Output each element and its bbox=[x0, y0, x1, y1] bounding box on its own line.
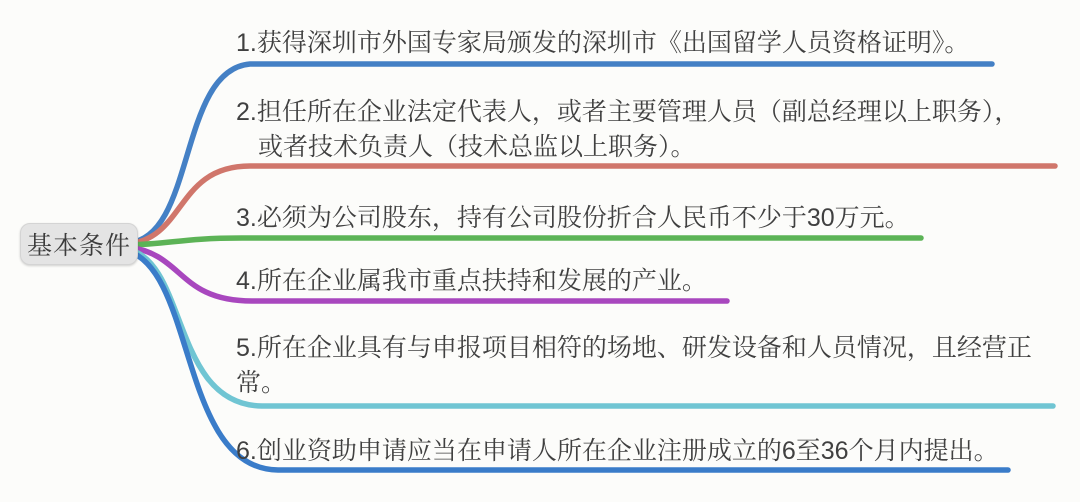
topic-node-1[interactable] bbox=[236, 26, 969, 61]
topic-6-text: 6.创业资助申请应当在申请人所在企业注册成立的6至36个月内提出。 bbox=[236, 437, 999, 465]
topic-2-text-line-1: 2.担任所在企业法定代表人，或者主要管理人员（副总经理以上职务）， bbox=[236, 98, 1020, 126]
root-node[interactable] bbox=[20, 223, 138, 265]
topic-2-text-line-2: 或者技术负责人（技术总监以上职务）。 bbox=[258, 133, 696, 161]
topic-4-text: 4.所在企业属我市重点扶持和发展的产业。 bbox=[236, 267, 707, 295]
topic-5-text-line-2: 常。 bbox=[236, 369, 287, 397]
topic-node-2[interactable] bbox=[236, 95, 1019, 165]
topic-node-6[interactable] bbox=[236, 434, 999, 469]
topic-node-5[interactable] bbox=[236, 331, 1032, 401]
topic-5-text-line-1: 5.所在企业具有与申报项目相符的场地、研发设备和人员情况，且经营正 bbox=[236, 334, 1032, 362]
topic-node-4[interactable] bbox=[236, 264, 707, 299]
root-node-label: 基本条件 bbox=[26, 232, 131, 260]
topic-1-text: 1.获得深圳市外国专家局颁发的深圳市《出国留学人员资格证明》。 bbox=[236, 29, 970, 57]
branch-line-3 bbox=[128, 238, 921, 245]
topic-3-text: 3.必须为公司股东，持有公司股份折合人民币不少于30万元。 bbox=[236, 204, 910, 232]
topic-node-3[interactable] bbox=[236, 201, 910, 236]
